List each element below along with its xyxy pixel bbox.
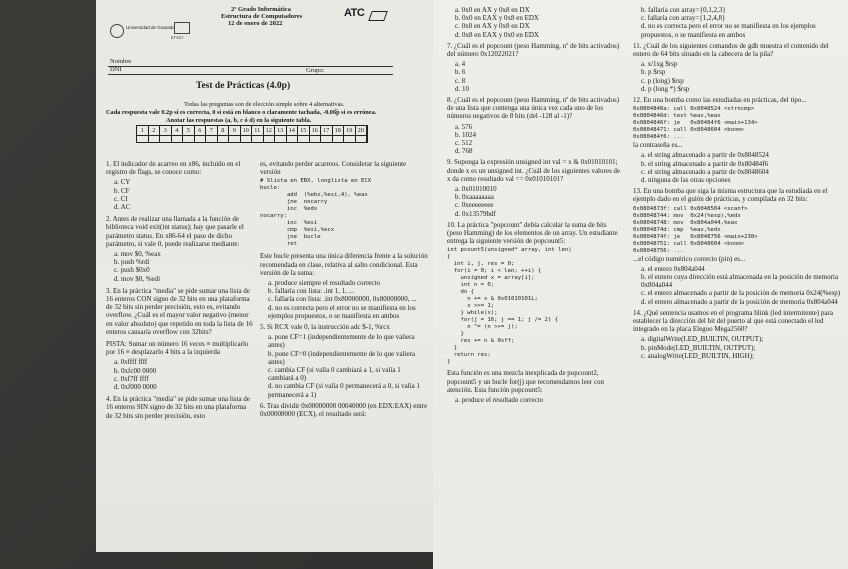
q7-option: d. 10: [455, 84, 469, 93]
answer-grid-boxes: [136, 135, 368, 143]
question-text: 4. En la práctica "media" se pide sumar una lista de 16 enteros SIN signo de 32 bits en una plataforma de 32 bits sin perder precisión, esto: [106, 395, 250, 420]
q13-text: 13. En una bomba que siga la misma estructura que la estudiada en el ejemplo dado en el guión de prácticas, y compilada en 32 bits:: [633, 187, 828, 204]
q13-option: c. el entero almacenado a partir de la posición de memoria 0x24(%esp): [641, 289, 841, 298]
answer-grid-number: 8: [218, 126, 230, 135]
answer-grid-number: 16: [310, 126, 322, 135]
q7-option: b. 6: [455, 68, 466, 77]
q5-option: a. pone CF=1 (independientemente de lo que valiera antes): [268, 333, 415, 350]
answer-box[interactable]: [344, 135, 356, 142]
q6-option: d. 0x8 en EAX y 0x0 en EDX: [455, 30, 539, 39]
question-option: d. AC: [114, 203, 131, 212]
q8-text: 8. ¿Cuál es el popcount (peso Hamming, nº de bits activados) de una lista que contenga una única vez cada uno de los números negativos de 8 bits (del -128 al -1)?: [447, 96, 620, 121]
q4-option: c. fallaría con lista: .int 0x80000000, 0x80000000, ...: [268, 295, 417, 304]
exam-date: 12 de enero de 2022: [228, 20, 283, 27]
right-column-1: [447, 6, 622, 404]
answer-grid-number: 18: [333, 126, 345, 135]
answer-box[interactable]: [149, 135, 161, 142]
q4-asm-code: # Slista en EBX, longlista en ECX bucle: add (%ebx,%esi,4), %eax jne nocarry inc %edx nocarry: inc %esi cmp %esi,%ecx jne bucle ret: [260, 178, 372, 248]
q7-option: a. 4: [455, 60, 466, 69]
course-year: 2º Grado Informática: [231, 6, 291, 13]
answer-grid-number: 3: [160, 126, 172, 135]
university-logo-text: Universidad de Granada: [126, 25, 175, 30]
q10-c-code: int pcount5(unsigned* array, int len) { int i, j, res = 0; for(i = 0; i < len; ++i) { unsigned x = array[i]; int n = 0; do { n += x & 0x01010101L; x >>= 1; } while(x); for(j = 16; j == 1; j /= 2) { n ^= (n >>= j); } res += n & 0xff; } return res; }: [447, 247, 572, 366]
question-option: c. CI: [114, 194, 128, 203]
q10-option-a: a. produce el resultado correcto: [455, 396, 544, 405]
q10-explanation: Esta función es una mezcla inexplicada de popcount2, popcount5 y un bucle for(j) que recomendamos leer con atención. Esta función popcount5:: [447, 369, 605, 394]
q11-option: a. x/1xg $rsp: [641, 60, 678, 69]
answer-box[interactable]: [356, 135, 368, 142]
etsiit-logo-text: ETSIIT: [171, 35, 184, 40]
atc-logo-text: ATC: [344, 7, 365, 19]
course-name: Estructura de Computadores: [221, 13, 303, 20]
q7-text: 7. ¿Cuál es el popcount (peso Hamming, nº de bits activados) del número 0x12022021?: [447, 41, 620, 59]
answer-box[interactable]: [195, 135, 207, 142]
question-option: c. 0xf7ff ffff: [114, 374, 149, 383]
q8-option: d. 768: [455, 147, 473, 156]
q8-option: c. 512: [455, 139, 473, 148]
q10-option: b. fallaría con array={0,1,2,3}: [641, 6, 726, 14]
q6-option: c. 0x8 en AX y 0x8 en DX: [455, 22, 530, 31]
answer-grid-number: 12: [264, 126, 276, 135]
question-text: 3. En la práctica "media" se pide sumar una lista de 16 enteros CON signo de 32 bits en una plataforma de 32 bits sin perder precisión, esto es, evitando overflow. ¿Cuál es el mayor valor negativo (menor en valor absoluto) que repetido en toda la lista de 16 enteros causaría overflow con 32bits?: [106, 286, 253, 336]
instructions-line-1: Todas las preguntas son de elección simple sobre 4 alternativas.: [184, 101, 345, 108]
instructions-line-3: Anotar las respuestas (a, b, c ó d) en la siguiente tabla.: [166, 117, 312, 124]
q14-option: b. pinMode(LED_BUILTIN, OUTPUT);: [641, 343, 756, 352]
question-option: d. mov $0, %edi: [114, 274, 161, 283]
right-column-2: [633, 6, 841, 360]
answer-box[interactable]: [160, 135, 172, 142]
instructions-line-2: Cada respuesta vale 0.2p si es correcta, 0 si está en blanco o claramente tachada, -0.06̅p si es errónea.: [106, 109, 377, 116]
nombre-label: Nombre: [110, 58, 132, 65]
answer-box[interactable]: [321, 135, 333, 142]
answer-grid-number: 1: [137, 126, 149, 135]
question-text: 1. El indicador de acarreo en x86, incluido en el registro de flags, se conoce como:: [106, 160, 241, 177]
q4-explanation: Este bucle presenta una única diferencia frente a la solución recomendada en clase, relativa al salto condicional. Esta versión de la suma:: [260, 252, 428, 277]
q14-text: 14. ¿Qué sentencia usamos en el programa blink (led intermitente) para establecer la dirección del bit del puerto al que está conectado el led integrado en la placa Elegoo Mega2560?: [633, 308, 834, 334]
q11-option: b. p $rsp: [641, 68, 666, 77]
q6-text: 6. Tras dividir 0x00000000 00040000 (en EDX:EAX) entre 0x00008000 (ECX), el resultado será:: [260, 401, 428, 419]
answer-box[interactable]: [310, 135, 322, 142]
university-seal-icon: [110, 24, 124, 38]
answer-grid-number: 7: [206, 126, 218, 135]
q9-option: a. 0x01010010: [455, 185, 497, 194]
answer-grid-number: 6: [195, 126, 207, 135]
answer-box[interactable]: [172, 135, 184, 142]
q8-option: b. 1024: [455, 130, 476, 139]
q4-continued: es, evitando perder acarreos. Considerar la siguiente versión: [260, 160, 407, 177]
answer-grid-number: 11: [252, 126, 264, 135]
answer-box[interactable]: [275, 135, 287, 142]
question-text: 2. Antes de realizar una llamada a la función de biblioteca void exit(int status); hay que pasarle el parámetro status. En x86-64 el paso de dicho parámetro, si vale 0, puede realizarse mediante:: [106, 215, 244, 248]
answer-grid-number: 10: [241, 126, 253, 135]
q13-option: d. el entero almacenado a partir de la posición de memoria 0x804a044: [641, 297, 838, 306]
answer-box[interactable]: [264, 135, 276, 142]
answer-box[interactable]: [183, 135, 195, 142]
question-text: PISTA: Sumar un número 16 veces ≡ multiplicarlo por 16 ≡ desplazarlo 4 bits a la izquierda: [106, 340, 249, 357]
q12-option: b. el string almacenado a partir de 0x80484f6: [641, 159, 769, 168]
q5-option: c. cambia CF (si valía 0 cambiará a 1, si valía 1 cambiará a 0): [268, 366, 401, 383]
q4-option: d. no es correcta pero el error no se manifiesta en los ejemplos propuestos, o se manifiesta en ambos: [268, 303, 416, 320]
q5-option: b. pone CF=0 (independientemente de lo que valiera antes): [268, 349, 416, 366]
q6-option: b. 0x0 en EAX y 0x8 en EDX: [455, 14, 539, 23]
answer-grid-number: 2: [149, 126, 161, 135]
question-option: a. CY: [114, 178, 131, 187]
q7-option: c. 8: [455, 76, 466, 85]
q4-option: b. fallaría con lista: .int 1, 1, ...: [268, 287, 354, 296]
question-option: b. push %rdi: [114, 258, 150, 267]
q14-option: c. analogWrite(LED_BUILTIN, HIGH);: [641, 351, 754, 360]
q13-option: b. el entero cuya dirección está almacenada en la posición de memoria 0x804a044: [641, 273, 839, 290]
q12-text-b: la contraseña es...: [633, 141, 683, 150]
q12-option: d. ninguna de las otras opciones: [641, 176, 731, 185]
answer-box[interactable]: [298, 135, 310, 142]
answer-grid-number: 9: [229, 126, 241, 135]
dni-label: DNI: [110, 66, 122, 73]
q10-option: c. fallaría con array={1,2,4,8}: [641, 14, 726, 23]
atc-logo-icon: [368, 11, 388, 21]
question-option: a. 0xffff ffff: [114, 358, 148, 367]
q9-option: c. 0xeeeeeeee: [455, 201, 494, 210]
q13-text-b: ...el código numérico correcto (pin) es...: [633, 254, 746, 263]
answer-box[interactable]: [252, 135, 264, 142]
answer-grid-number: 17: [321, 126, 333, 135]
answer-grid-number: 4: [172, 126, 184, 135]
q13-option: a. el entero 0x804a044: [641, 264, 705, 273]
nombre-line: [108, 66, 393, 67]
answer-grid-number: 13: [275, 126, 287, 135]
question-option: b. 0xfc00 0000: [114, 366, 157, 375]
question-option: b. CF: [114, 186, 130, 195]
q12-asm-code: 0x0804846a: call 0x8048524 <strncmp> 0x0804846d: test %eax,%eax 0x0804846f: je 0x80484f6 <main+134> 0x08048471: call 0x8048604 <boom> 0x080484f6: ...: [633, 106, 758, 141]
answer-grid-number: 15: [298, 126, 310, 135]
answer-grid-number: 14: [287, 126, 299, 135]
q12-text: 12. En una bomba como las estudiadas en prácticas, del tipo...: [633, 96, 807, 105]
q11-option: c. p (long) $rsp: [641, 76, 684, 85]
answer-box[interactable]: [229, 135, 241, 142]
answer-grid-number: 5: [183, 126, 195, 135]
q4-option: a. produce siempre el resultado correcto: [268, 279, 380, 288]
answer-box[interactable]: [218, 135, 230, 142]
q8-option: a. 576: [455, 122, 473, 131]
etsiit-logo-icon: [174, 22, 190, 34]
q9-option: b. 0xaaaaaaaa: [455, 193, 494, 202]
q13-asm-code: 0x0804873f: call 0x8048504 <scanf> 0x08048744: mov 0x24(%esp),%edx 0x08048748: mov 0x804a044,%eax 0x0804874d: cmp %eax,%edx 0x0804874f: je 0x8048756 <main+230> 0x08048751: call 0x8048604 <boom> 0x08048756: ...: [633, 205, 758, 254]
q5-text: 5. Si RCX vale 0, la instrucción adc $-1, %rcx: [260, 323, 390, 332]
left-column-2: [260, 160, 428, 420]
exam-page-left: [96, 0, 433, 552]
answer-box[interactable]: [206, 135, 218, 142]
q9-option: d. 0x13579bdf: [455, 209, 496, 218]
answer-grid-number: 20: [356, 126, 368, 135]
answer-box[interactable]: [287, 135, 299, 142]
question-option: c. push $0x0: [114, 266, 150, 275]
q10-text: 10. La práctica "popcount" debía calcular la suma de bits (peso Hamming) de los elementos de un array. Un estudiante entrega la siguiente versión de popcount5:: [447, 220, 618, 246]
q10-option: d. no es correcta pero el error no se manifiesta en los ejemplos propuestos, o se manifiesta en ambos: [641, 22, 816, 39]
answer-box[interactable]: [333, 135, 345, 142]
answer-box[interactable]: [241, 135, 253, 142]
q11-text: 11. ¿Cuál de los siguientes comandos de gdb muestra el contenido del entero de 64 bits situado en la cabecera de la pila?: [633, 41, 829, 59]
question-option: d. 0xf000 0000: [114, 383, 157, 392]
dni-line: [108, 74, 393, 75]
answer-box[interactable]: [137, 135, 149, 142]
q12-option: a. el string almacenado a partir de 0x8048524: [641, 151, 769, 160]
question-option: a. mov $0, %eax: [114, 250, 161, 259]
q14-option: a. digitalWrite(LED_BUILTIN, OUTPUT);: [641, 335, 764, 344]
q11-option: d. p (long *) $rsp: [641, 84, 690, 93]
q12-option: c. el string almacenado a partir de 0x8048604: [641, 167, 769, 176]
q5-option: d. no cambia CF (si valía 0 permanecerá a 0, si valía 1 permanecerá a 1): [268, 382, 421, 399]
exam-title: Test de Prácticas (4.0p): [196, 81, 291, 91]
answer-grid-number: 19: [344, 126, 356, 135]
q6-option: a. 0x0 en AX y 0x8 en DX: [455, 6, 530, 14]
grupo-label: Grupo:: [306, 67, 325, 74]
exam-page-right: [433, 0, 848, 569]
left-column-1: [106, 160, 254, 422]
q9-text: 9. Suponga la expresión unsigned int val = x & 0x01010101; donde x es un unsigned int. ¿Cuál de los siguientes valores de x da como resultado val == 0x01010101?: [447, 158, 621, 183]
